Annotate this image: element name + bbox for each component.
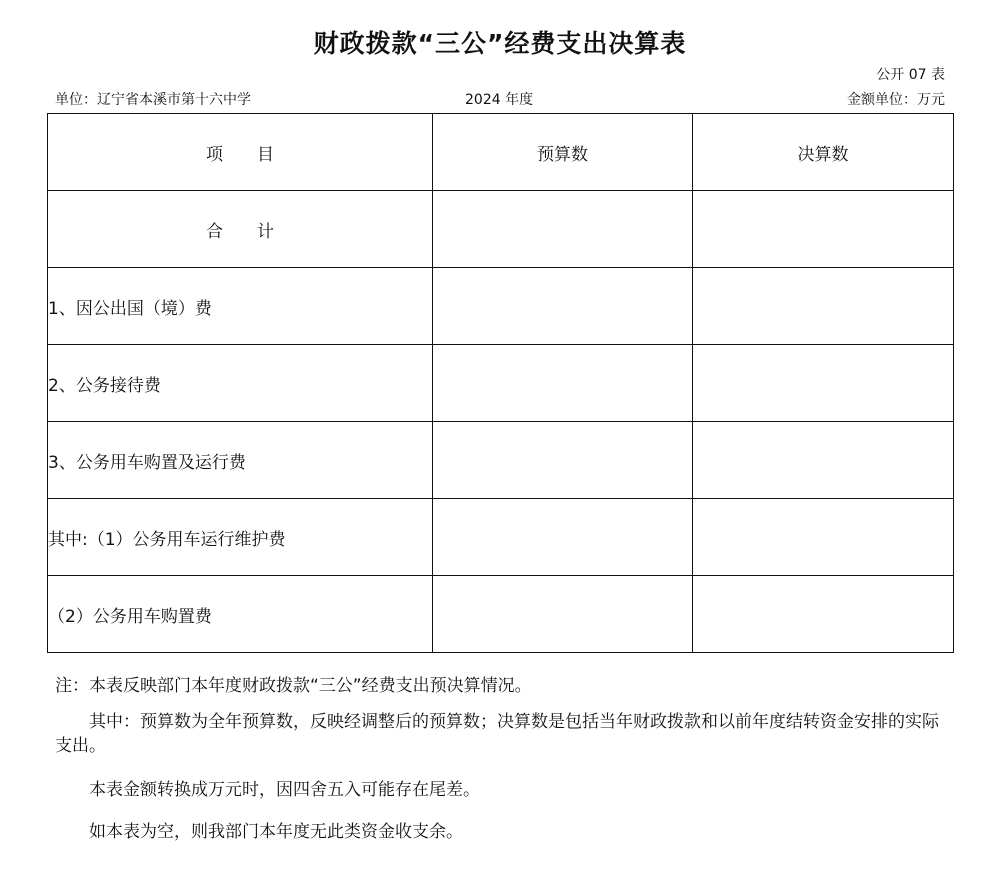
expense-table (47, 113, 954, 653)
notes (55, 674, 950, 862)
row-label-reception: 2、公务接待费 (48, 345, 433, 422)
cell-final (693, 191, 954, 268)
table-row (48, 191, 954, 268)
meta-row (55, 89, 945, 109)
header-final: 决算数 (693, 114, 954, 191)
table-row (48, 576, 954, 653)
cell-budget (433, 268, 693, 345)
note-line: 其中：预算数为全年预算数，反映经调整后的预算数；决算数是包括当年财政拨款和以前年度结转资金安排的实际支出。 (55, 712, 939, 756)
cell-budget (433, 422, 693, 499)
cell-final (693, 499, 954, 576)
row-label-total: 合 计 (48, 191, 433, 268)
cell-final (693, 576, 954, 653)
cell-budget (433, 499, 693, 576)
form-number: 公开 07 表 (876, 67, 945, 83)
row-label-vehicles: 3、公务用车购置及运行费 (48, 422, 433, 499)
cell-budget (433, 345, 693, 422)
reporting-unit: 单位：辽宁省本溪市第十六中学 (55, 92, 251, 108)
cell-final (693, 422, 954, 499)
header-budget: 预算数 (433, 114, 693, 191)
table-row (48, 422, 954, 499)
page-title: 财政拨款“三公”经费支出决算表 (313, 29, 687, 58)
fiscal-year: 2024 年度 (465, 92, 534, 108)
cell-budget (433, 576, 693, 653)
note-line: 本表金额转换成万元时，因四舍五入可能存在尾差。 (89, 780, 480, 800)
note-line: 如本表为空，则我部门本年度无此类资金收支余。 (89, 822, 463, 842)
cell-budget (433, 191, 693, 268)
row-label-overseas: 1、因公出国（境）费 (48, 268, 433, 345)
table-row (48, 499, 954, 576)
table-row (48, 345, 954, 422)
table-header-row (48, 114, 954, 191)
amount-unit: 金额单位：万元 (847, 92, 945, 108)
table-row (48, 268, 954, 345)
row-label-vehicle-operation: 其中:（1）公务用车运行维护费 (48, 499, 433, 576)
header-item: 项 目 (48, 114, 433, 191)
note-line: 注：本表反映部门本年度财政拨款“三公”经费支出预决算情况。 (55, 676, 532, 696)
row-label-vehicle-purchase: （2）公务用车购置费 (48, 576, 433, 653)
cell-final (693, 268, 954, 345)
cell-final (693, 345, 954, 422)
